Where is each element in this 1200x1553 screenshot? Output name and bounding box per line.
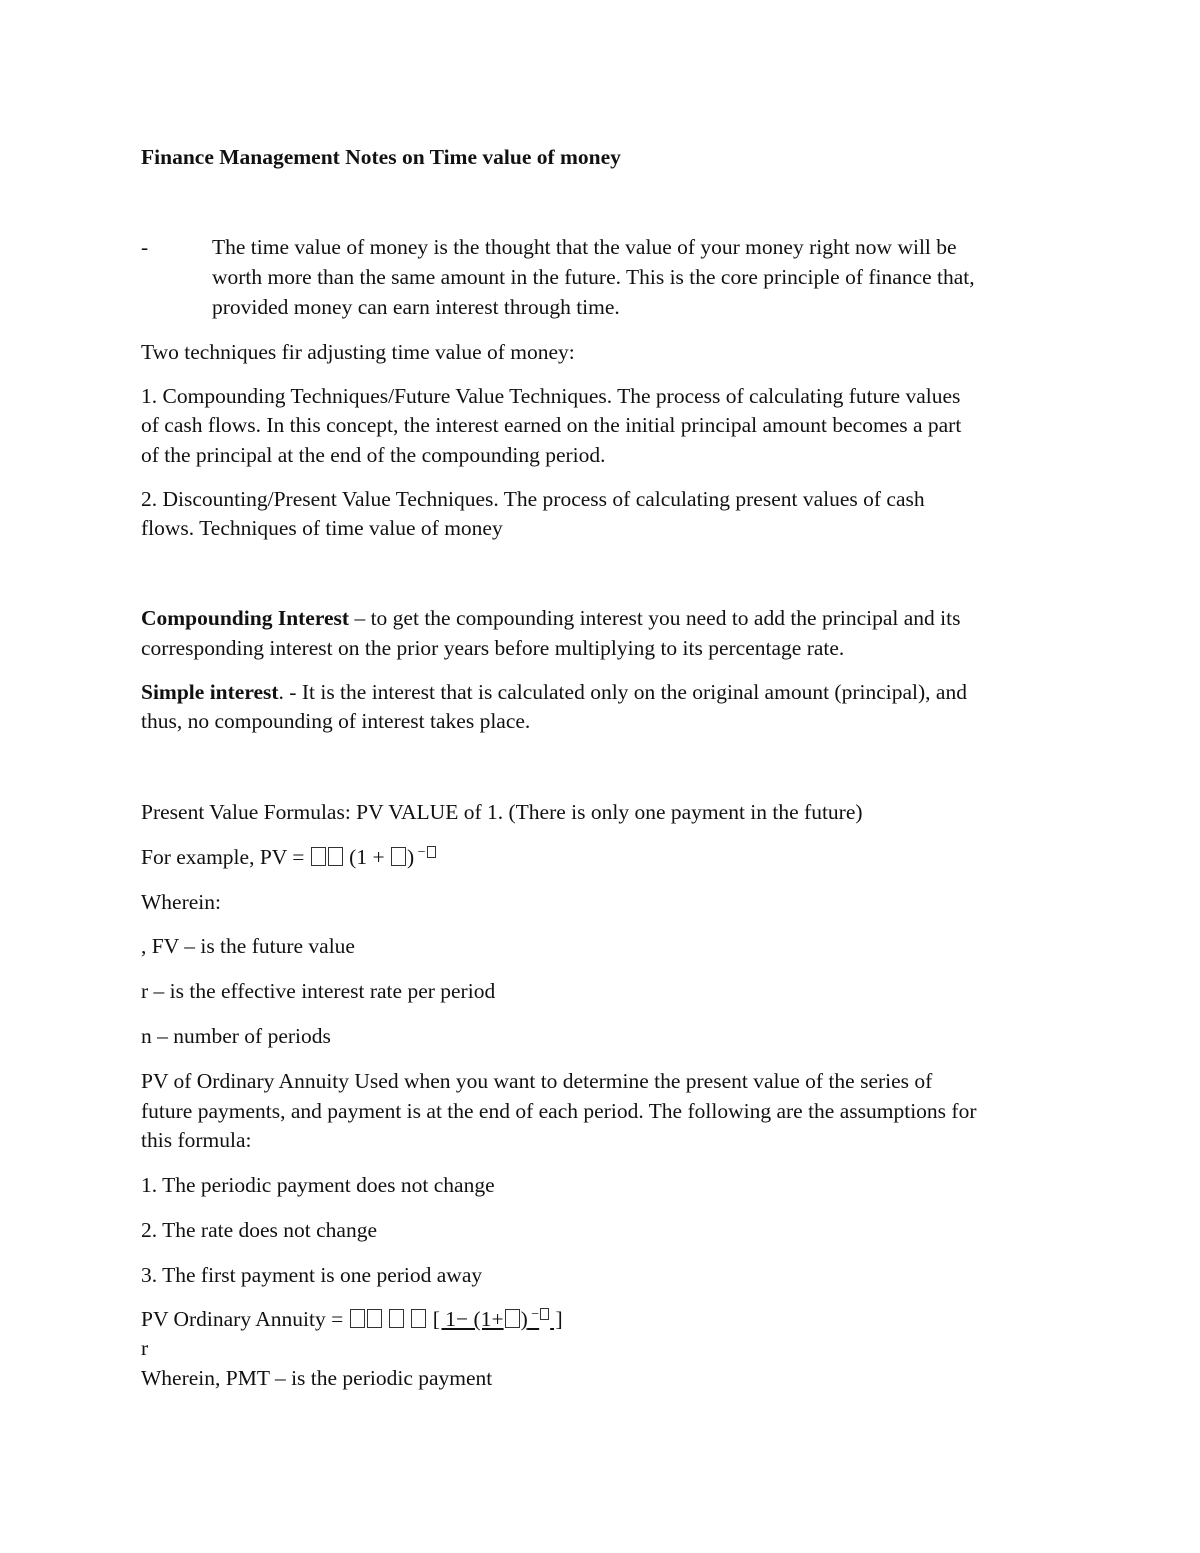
- assumption-item: 2. The rate does not change: [141, 1218, 378, 1242]
- pv-heading: Present Value Formulas: PV VALUE of 1. (There is only one payment in the future): [141, 800, 863, 824]
- numerator-exponent: [528, 1307, 550, 1322]
- missing-glyph-icon: [367, 1309, 382, 1328]
- pv-example-formula: [141, 842, 437, 872]
- formula-exponent: [414, 845, 436, 860]
- technique1-line: of cash flows. In this concept, the interest earned on the initial principal amount becomes a part: [141, 413, 962, 437]
- bullet-paragraph: [212, 232, 1112, 322]
- annuity-line: this formula:: [141, 1128, 252, 1152]
- exponent-sign: −: [527, 1306, 540, 1322]
- simple-line: thus, no compounding of interest takes place.: [141, 709, 531, 733]
- exponent-sign: −: [414, 844, 426, 860]
- bullet-line: worth more than the same amount in the future. This is the core principle of finance that,: [212, 265, 975, 289]
- compounding-line: corresponding interest on the prior years before multiplying to its percentage rate.: [141, 636, 845, 660]
- assumption-item: 3. The first payment is one period away: [141, 1263, 483, 1287]
- simple-term: Simple interest: [141, 680, 279, 704]
- document-title: Finance Management Notes on Time value of money: [141, 145, 621, 169]
- missing-glyph-icon: [391, 847, 406, 866]
- formula-prefix: PV Ordinary Annuity =: [141, 1307, 349, 1331]
- formula-prefix: For example, PV =: [141, 845, 310, 869]
- missing-glyph-icon: [389, 1309, 404, 1328]
- simple-definition: . - It is the interest that is calculated only on the original amount (principal), and: [278, 680, 967, 704]
- compounding-term: Compounding Interest: [141, 606, 350, 630]
- technique1-line: 1. Compounding Techniques/Future Value Techniques. The process of calculating future values: [141, 384, 961, 408]
- wherein-label: Wherein:: [141, 890, 221, 914]
- compounding-definition: – to get the compounding interest you need to add the principal and its: [349, 606, 961, 630]
- numerator-open: [ 1− (1+: [432, 1307, 504, 1331]
- missing-glyph-icon: [540, 1308, 549, 1320]
- ordinary-annuity-formula: [141, 1304, 563, 1334]
- technique1-line: of the principal at the end of the compounding period.: [141, 443, 606, 467]
- compounding-line: [141, 603, 961, 633]
- formula-denominator: r: [141, 1336, 149, 1360]
- assumption-item: 1. The periodic payment does not change: [141, 1173, 495, 1197]
- bullet-dash: -: [141, 235, 149, 259]
- formula-numerator: [433, 1307, 563, 1331]
- bullet-line: provided money can earn interest through time.: [212, 295, 620, 319]
- missing-glyph-icon: [505, 1309, 520, 1328]
- missing-glyph-icon: [328, 847, 343, 866]
- annuity-line: future payments, and payment is at the end of each period. The following are the assumptions for: [141, 1099, 977, 1123]
- technique2-line: flows. Techniques of time value of money: [141, 516, 503, 540]
- technique2-line: 2. Discounting/Present Value Techniques. The process of calculating present values of cash: [141, 487, 925, 511]
- annuity-line: PV of Ordinary Annuity Used when you want to determine the present value of the series of: [141, 1069, 933, 1093]
- missing-glyph-icon: [411, 1309, 426, 1328]
- missing-glyph-icon: [350, 1309, 365, 1328]
- formula-close: ): [406, 845, 415, 869]
- definition-r: r – is the effective interest rate per period: [141, 979, 496, 1003]
- missing-glyph-icon: [427, 846, 436, 858]
- formula-middle: (1 +: [343, 845, 390, 869]
- definition-fv: , FV – is the future value: [141, 934, 355, 958]
- techniques-intro: Two techniques fir adjusting time value of money:: [141, 340, 575, 364]
- definition-pmt: Wherein, PMT – is the periodic payment: [141, 1366, 493, 1390]
- definition-n: n – number of periods: [141, 1024, 331, 1048]
- numerator-bracket-close: ]: [550, 1307, 563, 1331]
- numerator-close: ): [520, 1307, 528, 1331]
- simple-line: [141, 677, 967, 707]
- bullet-line: The time value of money is the thought that the value of your money right now will be: [212, 235, 957, 259]
- missing-glyph-icon: [311, 847, 326, 866]
